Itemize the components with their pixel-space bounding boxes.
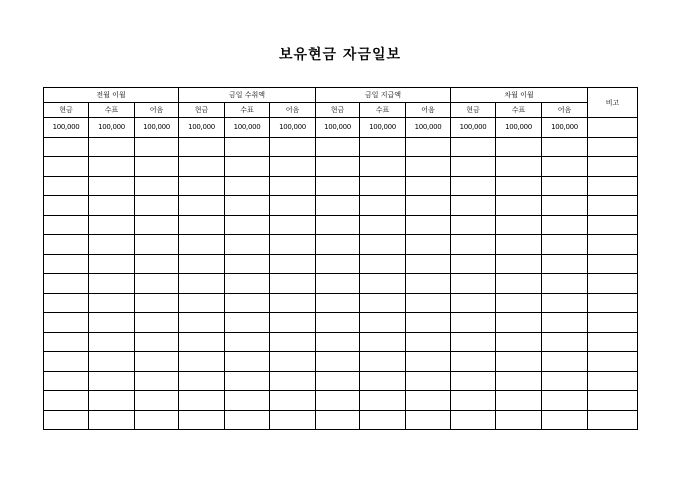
amount-cell xyxy=(44,293,89,313)
group-header-row xyxy=(44,88,638,103)
amount-cell xyxy=(496,176,542,196)
amount-cell xyxy=(44,332,89,352)
amount-cell xyxy=(360,215,406,235)
amount-cell xyxy=(89,137,135,157)
table-row xyxy=(44,157,638,177)
amount-cell xyxy=(451,313,496,333)
amount-cell xyxy=(135,137,179,157)
amount-cell xyxy=(135,176,179,196)
amount-cell xyxy=(360,410,406,430)
amount-cell xyxy=(360,176,406,196)
amount-cell xyxy=(451,137,496,157)
amount-cell xyxy=(451,332,496,352)
table-row xyxy=(44,410,638,430)
amount-cell xyxy=(316,293,360,313)
amount-cell xyxy=(135,352,179,372)
amount-cell xyxy=(135,157,179,177)
amount-cell xyxy=(89,196,135,216)
amount-cell xyxy=(360,196,406,216)
remark-cell xyxy=(588,235,638,255)
amount-cell xyxy=(89,332,135,352)
table-row xyxy=(44,254,638,274)
amount-cell: 100,000 xyxy=(360,118,406,138)
amount-cell xyxy=(89,313,135,333)
table-row xyxy=(44,313,638,333)
amount-cell xyxy=(360,274,406,294)
amount-cell xyxy=(451,235,496,255)
remark-cell xyxy=(588,293,638,313)
amount-cell xyxy=(360,371,406,391)
amount-cell xyxy=(542,176,588,196)
amount-cell xyxy=(89,293,135,313)
amount-cell: 100,000 xyxy=(44,118,89,138)
amount-cell xyxy=(542,313,588,333)
amount-cell xyxy=(360,254,406,274)
amount-cell: 100,000 xyxy=(89,118,135,138)
amount-cell xyxy=(316,196,360,216)
subheader-check: 수표 xyxy=(89,103,135,118)
remark-cell xyxy=(588,313,638,333)
amount-cell xyxy=(225,196,270,216)
amount-cell xyxy=(135,332,179,352)
amount-cell xyxy=(316,410,360,430)
amount-cell xyxy=(316,371,360,391)
amount-cell xyxy=(451,274,496,294)
amount-cell xyxy=(179,293,225,313)
amount-cell xyxy=(406,293,451,313)
table-row xyxy=(44,332,638,352)
amount-cell xyxy=(270,410,316,430)
subheader-cash: 현금 xyxy=(179,103,225,118)
amount-cell: 100,000 xyxy=(135,118,179,138)
table-row xyxy=(44,196,638,216)
amount-cell xyxy=(316,254,360,274)
remark-cell xyxy=(588,410,638,430)
amount-cell xyxy=(135,371,179,391)
amount-cell xyxy=(496,313,542,333)
amount-cell xyxy=(179,215,225,235)
subheader-bill: 어음 xyxy=(542,103,588,118)
amount-cell xyxy=(270,157,316,177)
amount-cell xyxy=(451,352,496,372)
amount-cell xyxy=(406,274,451,294)
amount-cell xyxy=(89,371,135,391)
amount-cell xyxy=(179,371,225,391)
amount-cell xyxy=(406,157,451,177)
amount-cell xyxy=(451,176,496,196)
amount-cell xyxy=(270,371,316,391)
amount-cell xyxy=(316,274,360,294)
amount-cell: 100,000 xyxy=(496,118,542,138)
amount-cell xyxy=(270,215,316,235)
amount-cell xyxy=(451,254,496,274)
amount-cell xyxy=(316,391,360,411)
amount-cell xyxy=(225,176,270,196)
amount-cell xyxy=(135,313,179,333)
amount-cell xyxy=(89,391,135,411)
table-row xyxy=(44,176,638,196)
amount-cell xyxy=(179,196,225,216)
amount-cell xyxy=(270,352,316,372)
amount-cell xyxy=(496,293,542,313)
amount-cell xyxy=(89,352,135,372)
amount-cell xyxy=(135,391,179,411)
amount-cell xyxy=(542,254,588,274)
amount-cell xyxy=(406,410,451,430)
amount-cell xyxy=(270,137,316,157)
amount-cell xyxy=(542,137,588,157)
amount-cell xyxy=(542,410,588,430)
table-row xyxy=(44,137,638,157)
amount-cell xyxy=(360,137,406,157)
amount-cell xyxy=(44,410,89,430)
amount-cell xyxy=(542,371,588,391)
amount-cell xyxy=(406,215,451,235)
remark-cell xyxy=(588,371,638,391)
amount-cell xyxy=(179,254,225,274)
amount-cell xyxy=(406,137,451,157)
amount-cell xyxy=(225,293,270,313)
amount-cell xyxy=(542,293,588,313)
amount-cell xyxy=(179,274,225,294)
amount-cell xyxy=(451,391,496,411)
amount-cell xyxy=(542,332,588,352)
amount-cell xyxy=(44,215,89,235)
remark-cell xyxy=(588,118,638,138)
amount-cell: 100,000 xyxy=(451,118,496,138)
amount-cell xyxy=(270,254,316,274)
amount-cell xyxy=(179,176,225,196)
group-header-paid-today: 금일 지급액 xyxy=(316,88,451,103)
amount-cell xyxy=(451,371,496,391)
amount-cell xyxy=(360,352,406,372)
amount-cell xyxy=(44,157,89,177)
remark-header: 비고 xyxy=(588,88,638,118)
amount-cell xyxy=(542,235,588,255)
amount-cell xyxy=(496,254,542,274)
amount-cell xyxy=(44,274,89,294)
table-row xyxy=(44,293,638,313)
amount-cell xyxy=(451,157,496,177)
amount-cell xyxy=(406,235,451,255)
amount-cell xyxy=(496,215,542,235)
amount-cell xyxy=(360,391,406,411)
remark-cell xyxy=(588,332,638,352)
table-row xyxy=(44,118,638,138)
amount-cell xyxy=(225,352,270,372)
amount-cell xyxy=(89,274,135,294)
amount-cell xyxy=(496,332,542,352)
amount-cell xyxy=(496,137,542,157)
amount-cell xyxy=(496,352,542,372)
remark-cell xyxy=(588,196,638,216)
group-header-received-today: 금일 수취액 xyxy=(179,88,316,103)
remark-cell xyxy=(588,391,638,411)
amount-cell xyxy=(135,254,179,274)
amount-cell xyxy=(179,313,225,333)
amount-cell xyxy=(451,293,496,313)
amount-cell xyxy=(406,313,451,333)
remark-cell xyxy=(588,176,638,196)
amount-cell xyxy=(270,274,316,294)
amount-cell xyxy=(135,215,179,235)
table-row xyxy=(44,215,638,235)
group-header-next-month: 차월 이월 xyxy=(451,88,588,103)
amount-cell xyxy=(406,352,451,372)
amount-cell xyxy=(542,196,588,216)
amount-cell xyxy=(316,137,360,157)
amount-cell xyxy=(316,176,360,196)
amount-cell xyxy=(179,332,225,352)
subheader-bill: 어음 xyxy=(406,103,451,118)
amount-cell xyxy=(496,157,542,177)
amount-cell xyxy=(542,157,588,177)
amount-cell xyxy=(270,196,316,216)
remark-cell xyxy=(588,157,638,177)
amount-cell xyxy=(225,215,270,235)
amount-cell xyxy=(44,352,89,372)
amount-cell xyxy=(496,274,542,294)
amount-cell xyxy=(179,137,225,157)
subheader-bill: 어음 xyxy=(135,103,179,118)
amount-cell xyxy=(406,371,451,391)
amount-cell xyxy=(44,313,89,333)
amount-cell xyxy=(270,293,316,313)
amount-cell xyxy=(270,391,316,411)
amount-cell xyxy=(316,332,360,352)
amount-cell xyxy=(360,293,406,313)
amount-cell xyxy=(179,391,225,411)
group-header-prev-month: 전월 이월 xyxy=(44,88,179,103)
daily-cash-report-table xyxy=(43,87,638,430)
amount-cell xyxy=(89,254,135,274)
table-row xyxy=(44,235,638,255)
amount-cell xyxy=(44,391,89,411)
amount-cell xyxy=(225,254,270,274)
amount-cell xyxy=(225,274,270,294)
subheader-cash: 현금 xyxy=(316,103,360,118)
subheader-cash: 현금 xyxy=(451,103,496,118)
amount-cell xyxy=(225,391,270,411)
amount-cell xyxy=(316,235,360,255)
amount-cell xyxy=(542,274,588,294)
amount-cell xyxy=(270,235,316,255)
amount-cell xyxy=(135,410,179,430)
remark-cell xyxy=(588,137,638,157)
amount-cell xyxy=(406,391,451,411)
amount-cell xyxy=(89,215,135,235)
amount-cell xyxy=(451,196,496,216)
amount-cell xyxy=(225,332,270,352)
remark-cell xyxy=(588,274,638,294)
amount-cell xyxy=(225,371,270,391)
amount-cell xyxy=(406,332,451,352)
amount-cell xyxy=(89,157,135,177)
amount-cell: 100,000 xyxy=(406,118,451,138)
amount-cell xyxy=(179,410,225,430)
remark-cell xyxy=(588,352,638,372)
amount-cell xyxy=(135,235,179,255)
amount-cell xyxy=(225,157,270,177)
amount-cell xyxy=(360,313,406,333)
amount-cell: 100,000 xyxy=(225,118,270,138)
amount-cell xyxy=(225,313,270,333)
remark-cell xyxy=(588,254,638,274)
amount-cell xyxy=(135,293,179,313)
amount-cell xyxy=(406,254,451,274)
amount-cell xyxy=(225,235,270,255)
amount-cell xyxy=(270,176,316,196)
amount-cell xyxy=(270,313,316,333)
amount-cell xyxy=(451,215,496,235)
subheader-bill: 어음 xyxy=(270,103,316,118)
amount-cell xyxy=(542,391,588,411)
amount-cell xyxy=(496,235,542,255)
amount-cell xyxy=(44,254,89,274)
table-row xyxy=(44,371,638,391)
amount-cell xyxy=(135,196,179,216)
amount-cell xyxy=(179,157,225,177)
amount-cell xyxy=(44,371,89,391)
amount-cell xyxy=(360,235,406,255)
page-title: 보유현금 자금일보 xyxy=(278,47,402,63)
amount-cell xyxy=(179,235,225,255)
subheader-row xyxy=(44,103,638,118)
subheader-check: 수표 xyxy=(496,103,542,118)
amount-cell xyxy=(316,157,360,177)
amount-cell xyxy=(542,215,588,235)
amount-cell xyxy=(44,137,89,157)
amount-cell xyxy=(89,235,135,255)
amount-cell: 100,000 xyxy=(542,118,588,138)
amount-cell xyxy=(360,157,406,177)
amount-cell xyxy=(496,391,542,411)
amount-cell xyxy=(316,215,360,235)
report-body xyxy=(44,118,638,430)
amount-cell xyxy=(316,352,360,372)
amount-cell xyxy=(89,410,135,430)
amount-cell: 100,000 xyxy=(179,118,225,138)
amount-cell xyxy=(44,235,89,255)
amount-cell xyxy=(360,332,406,352)
amount-cell xyxy=(496,371,542,391)
subheader-check: 수표 xyxy=(225,103,270,118)
amount-cell: 100,000 xyxy=(270,118,316,138)
amount-cell xyxy=(225,137,270,157)
amount-cell xyxy=(496,410,542,430)
amount-cell xyxy=(451,410,496,430)
amount-cell xyxy=(542,352,588,372)
amount-cell xyxy=(406,176,451,196)
amount-cell xyxy=(496,196,542,216)
amount-cell xyxy=(225,410,270,430)
amount-cell xyxy=(316,313,360,333)
amount-cell xyxy=(89,176,135,196)
table-row xyxy=(44,274,638,294)
table-row xyxy=(44,352,638,372)
amount-cell xyxy=(135,274,179,294)
remark-cell xyxy=(588,215,638,235)
amount-cell xyxy=(44,176,89,196)
amount-cell xyxy=(179,352,225,372)
subheader-check: 수표 xyxy=(360,103,406,118)
amount-cell xyxy=(406,196,451,216)
table-row xyxy=(44,391,638,411)
amount-cell xyxy=(270,332,316,352)
subheader-cash: 현금 xyxy=(44,103,89,118)
amount-cell xyxy=(44,196,89,216)
amount-cell: 100,000 xyxy=(316,118,360,138)
